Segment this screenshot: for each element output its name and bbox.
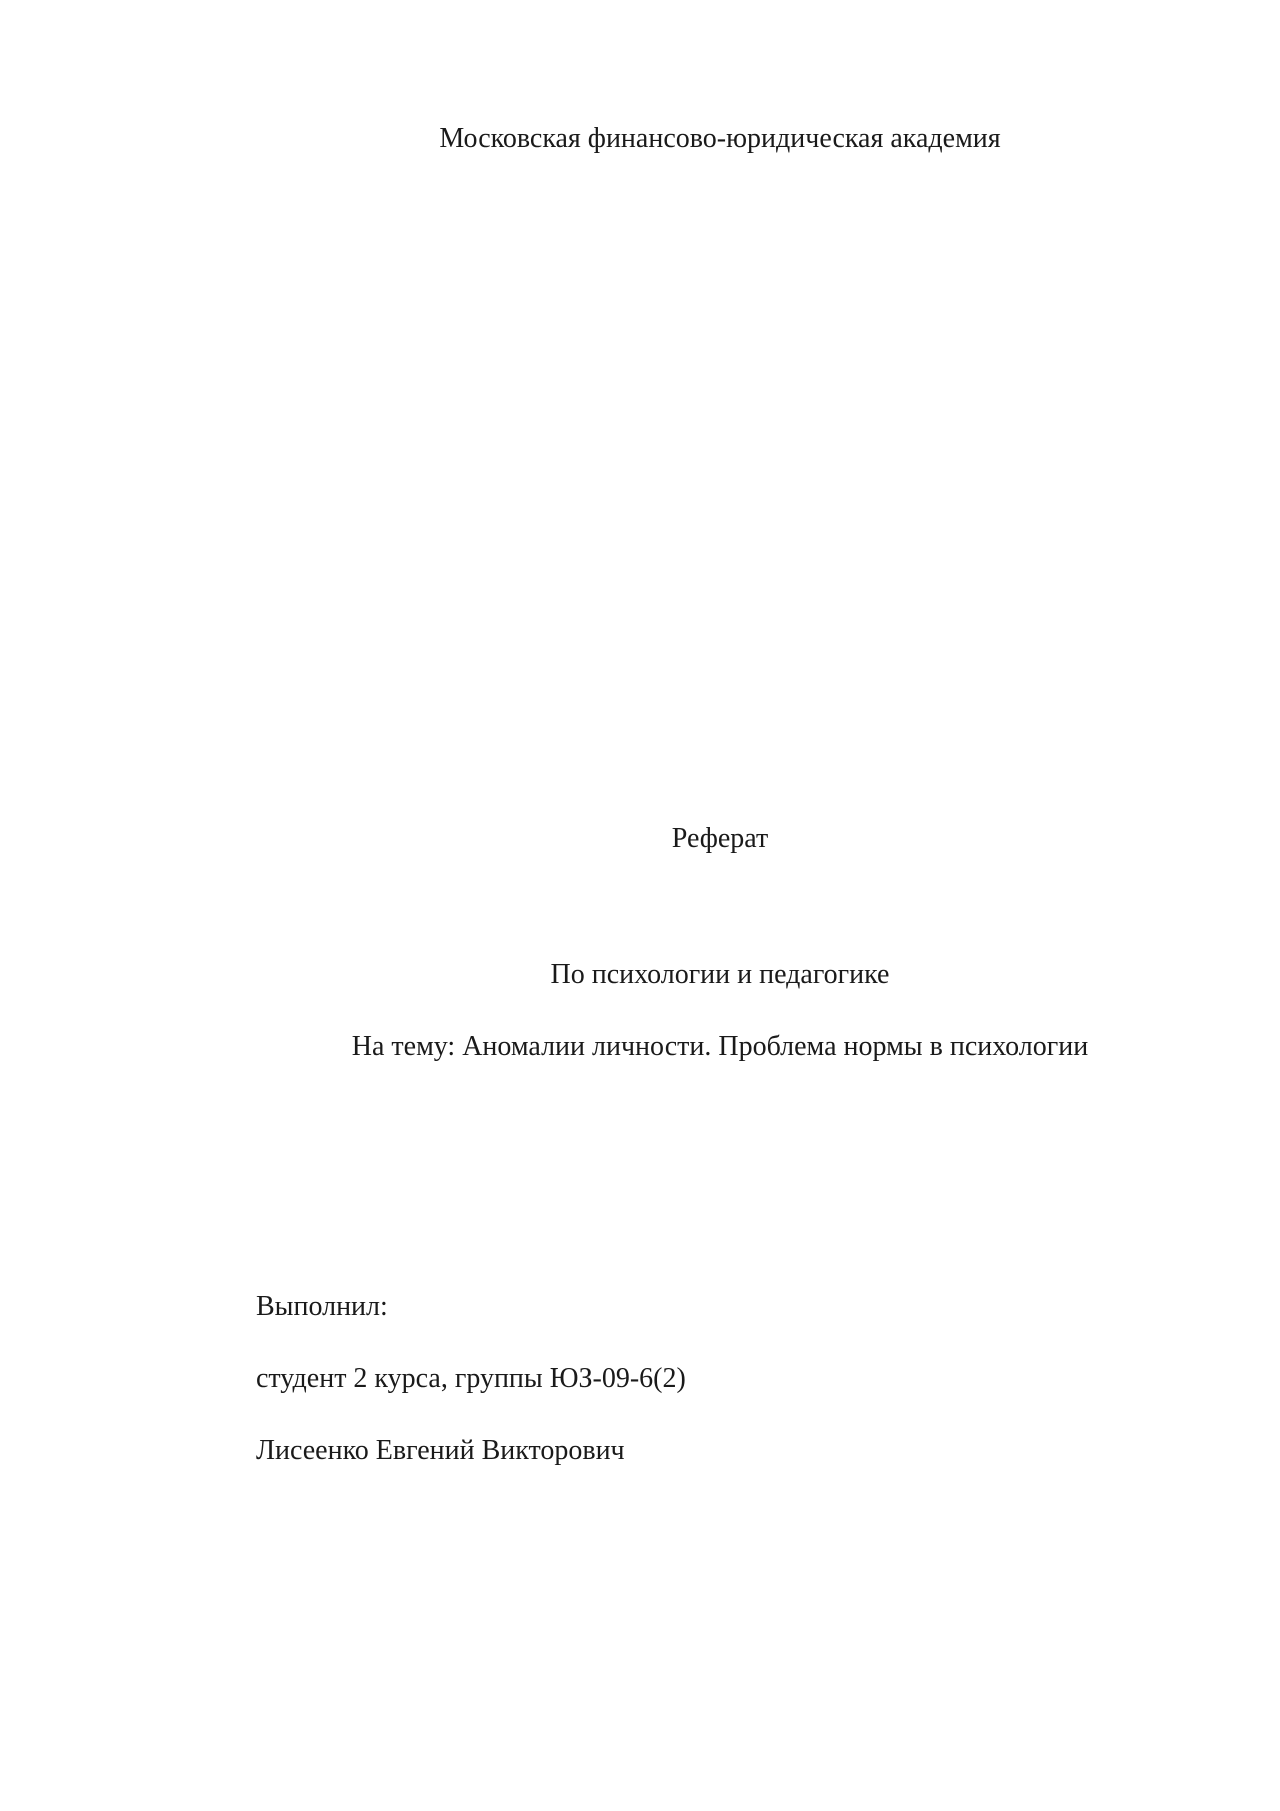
subject-line: По психологии и педагогике — [550, 959, 890, 990]
author-label: Выполнил: — [256, 1291, 388, 1322]
document-type: Реферат — [671, 823, 769, 854]
author-name: Лисеенко Евгений Викторович — [256, 1435, 625, 1466]
student-info: студент 2 курса, группы ЮЗ-09-6(2) — [256, 1363, 686, 1394]
topic-line: На тему: Аномалии личности. Проблема нормы в психологии — [351, 1031, 1089, 1062]
institution-name: Московская финансово-юридическая академия — [439, 123, 1001, 154]
